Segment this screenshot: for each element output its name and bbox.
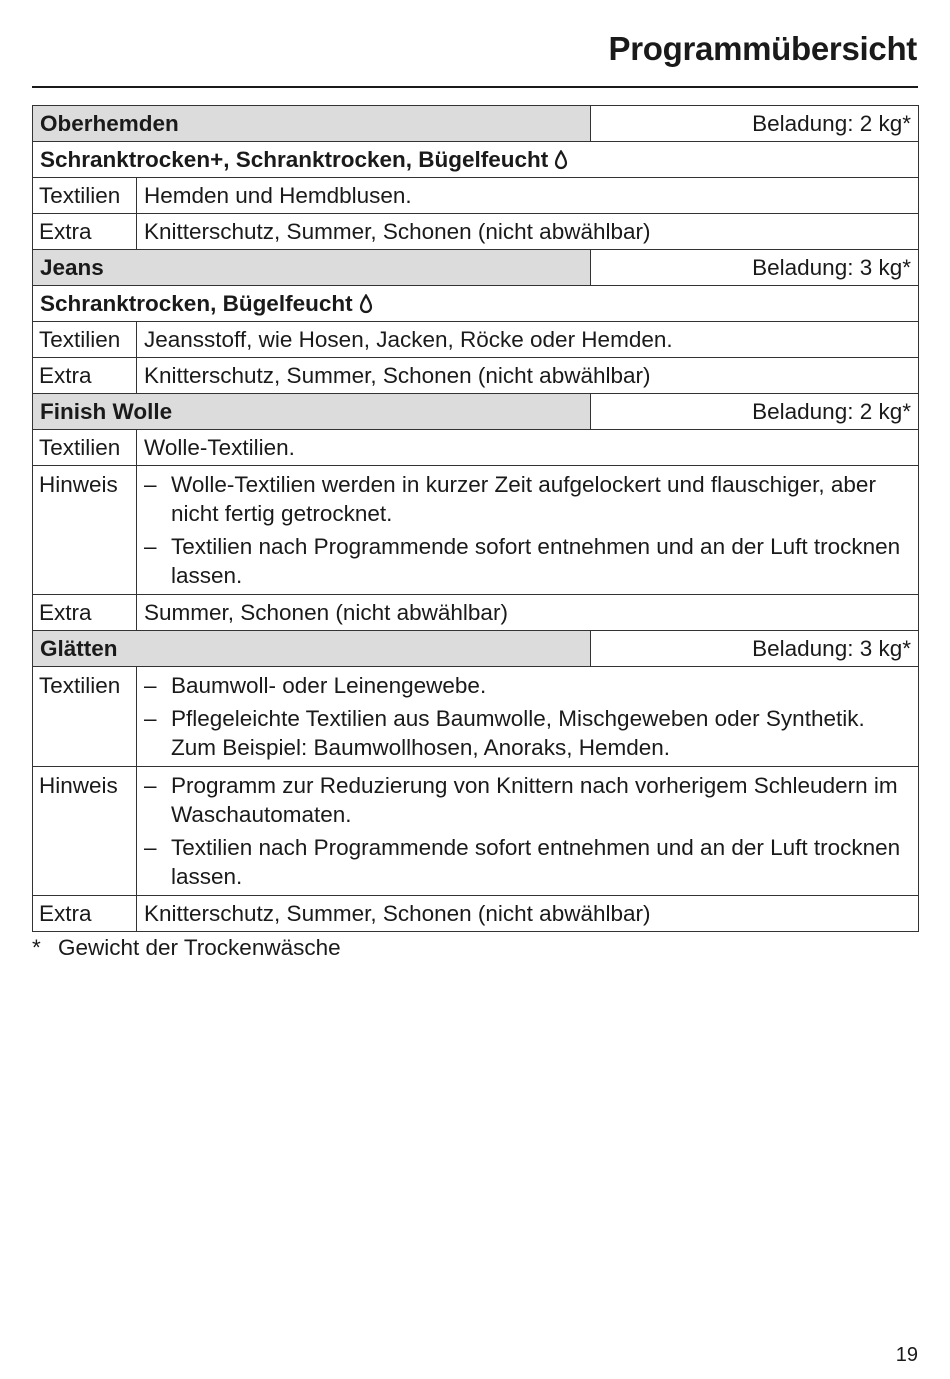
program-load: Beladung: 2 kg* xyxy=(591,106,919,142)
list-item: – Pflegeleichte Textilien aus Baumwolle, Mischgeweben oder Synthetik. Zum Beispiel: Baumwollhosen, Anoraks, Hemden. xyxy=(144,706,865,760)
extra-row xyxy=(33,214,919,250)
row-label: Extra xyxy=(33,896,137,932)
list-item: – Textilien nach Programmende sofort entnehmen und an der Luft trocknen lassen. xyxy=(144,835,901,889)
extra-value: Knitterschutz, Summer, Schonen (nicht abwählbar) xyxy=(137,358,919,394)
program-modes-row xyxy=(33,286,919,322)
footnote xyxy=(32,935,341,961)
textiles-value: Hemden und Hemdblusen. xyxy=(137,178,919,214)
program-modes-row xyxy=(33,142,919,178)
dash-bullet: – xyxy=(144,835,157,860)
row-label: Extra xyxy=(33,358,137,394)
dash-bullet: – xyxy=(144,472,157,497)
list-item: – Programm zur Reduzierung von Knittern nach vorherigem Schleudern im Waschautomaten. xyxy=(144,773,898,827)
textiles-list xyxy=(144,671,911,762)
dash-bullet: – xyxy=(144,534,157,559)
row-label: Textilien xyxy=(33,430,137,466)
textiles-value: Wolle-Textilien. xyxy=(137,430,919,466)
hint-row xyxy=(33,767,919,896)
row-label: Textilien xyxy=(33,667,137,767)
footnote-marker: * xyxy=(32,935,41,960)
program-name: Finish Wolle xyxy=(33,394,591,430)
row-label: Extra xyxy=(33,214,137,250)
row-label: Hinweis xyxy=(33,767,137,896)
extra-value: Knitterschutz, Summer, Schonen (nicht abwählbar) xyxy=(137,896,919,932)
program-load: Beladung: 2 kg* xyxy=(591,394,919,430)
extra-row xyxy=(33,896,919,932)
extra-value: Summer, Schonen (nicht abwählbar) xyxy=(137,595,919,631)
textiles-row xyxy=(33,322,919,358)
list-item: – Wolle-Textilien werden in kurzer Zeit aufgelockert und flauschiger, aber nicht fertig getrocknet. xyxy=(144,472,876,526)
page-number: 19 xyxy=(895,1344,918,1366)
footnote-text: Gewicht der Trockenwäsche xyxy=(58,935,341,960)
extra-value: Knitterschutz, Summer, Schonen (nicht abwählbar) xyxy=(137,214,919,250)
row-label: Extra xyxy=(33,595,137,631)
list-item: – Textilien nach Programmende sofort entnehmen und an der Luft trocknen lassen. xyxy=(144,534,901,588)
program-name: Oberhemden xyxy=(33,106,591,142)
row-label: Textilien xyxy=(33,178,137,214)
drop-icon xyxy=(359,294,373,314)
list-item: – Baumwoll- oder Leinengewebe. xyxy=(144,673,487,698)
hint-row xyxy=(33,466,919,595)
dash-bullet: – xyxy=(144,706,157,731)
hint-list xyxy=(144,470,911,590)
dash-bullet: – xyxy=(144,673,157,698)
program-header-finish-wolle xyxy=(33,394,919,430)
program-modes: Schranktrocken, Bügelfeucht xyxy=(40,291,353,316)
row-label: Hinweis xyxy=(33,466,137,595)
textiles-value: Jeansstoff, wie Hosen, Jacken, Röcke oder Hemden. xyxy=(137,322,919,358)
program-name: Glätten xyxy=(33,631,591,667)
dash-bullet: – xyxy=(144,773,157,798)
drop-icon xyxy=(554,150,568,170)
program-header-oberhemden xyxy=(33,106,919,142)
program-modes: Schranktrocken+, Schranktrocken, Bügelfeucht xyxy=(40,147,549,172)
title-divider xyxy=(32,86,918,88)
program-overview-table xyxy=(32,105,919,932)
textiles-row xyxy=(33,430,919,466)
program-name: Jeans xyxy=(33,250,591,286)
page-title: Programmübersicht xyxy=(608,30,917,67)
hint-list xyxy=(144,771,911,891)
program-header-jeans xyxy=(33,250,919,286)
program-header-glaetten xyxy=(33,631,919,667)
textiles-row xyxy=(33,178,919,214)
row-label: Textilien xyxy=(33,322,137,358)
textiles-row xyxy=(33,667,919,767)
extra-row xyxy=(33,358,919,394)
extra-row xyxy=(33,595,919,631)
program-load: Beladung: 3 kg* xyxy=(591,250,919,286)
program-load: Beladung: 3 kg* xyxy=(591,631,919,667)
